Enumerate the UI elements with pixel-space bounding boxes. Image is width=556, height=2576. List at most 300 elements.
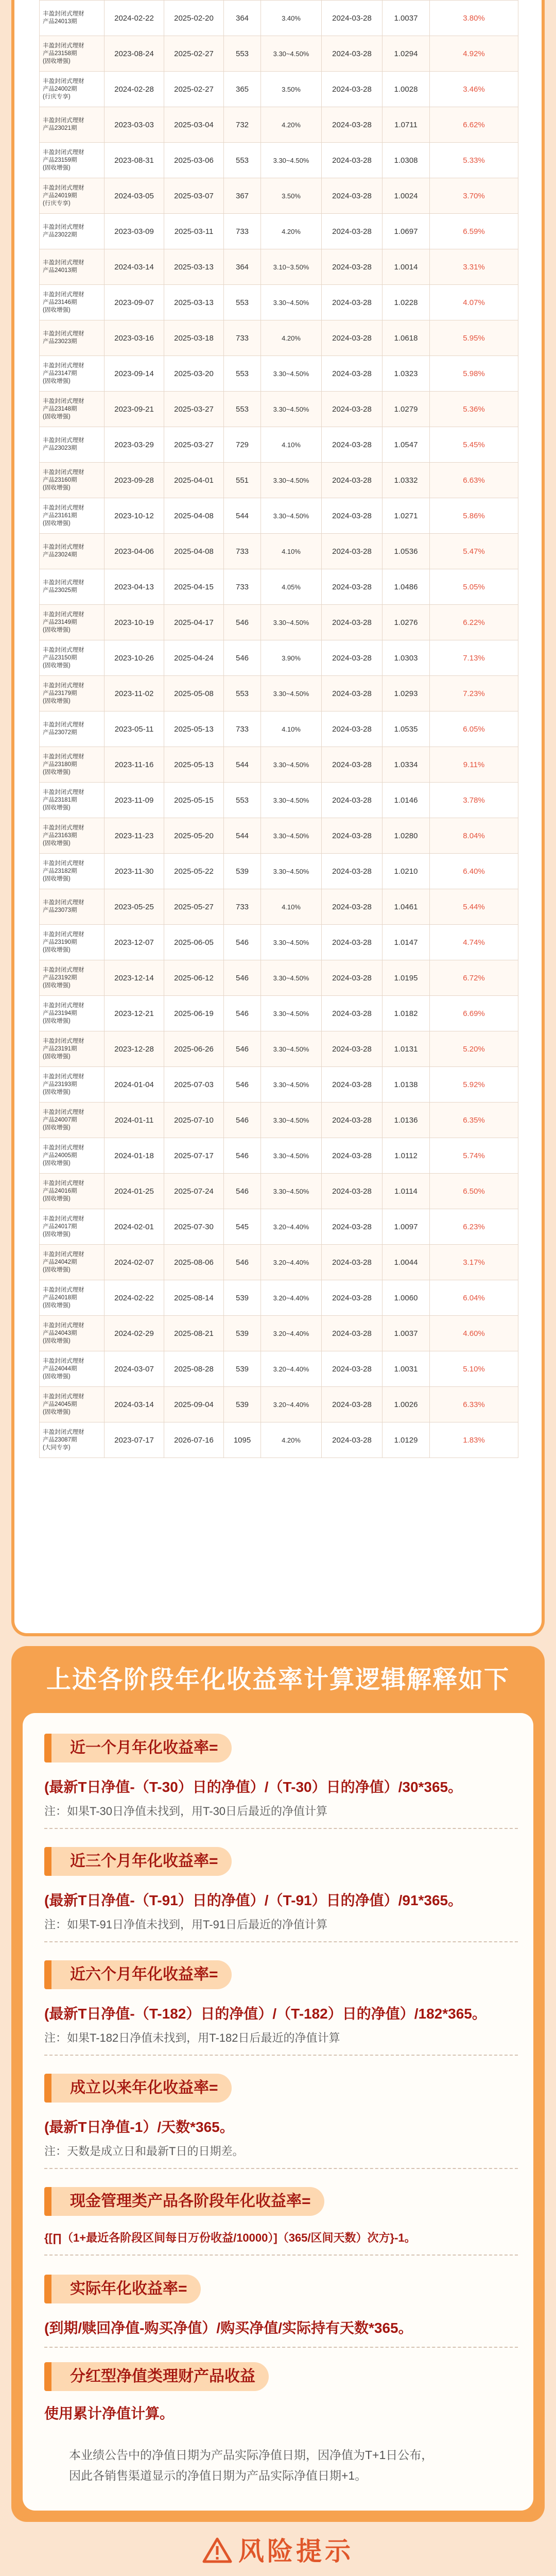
- unit-nav: 1.0294: [383, 36, 430, 72]
- start-date: 2024-02-22: [105, 1280, 164, 1316]
- annualized-return: 3.70%: [430, 178, 518, 214]
- start-date: 2023-11-23: [105, 818, 164, 854]
- product-name-line: 产品23146期: [43, 299, 77, 306]
- start-date: 2024-03-07: [105, 1351, 164, 1387]
- end-date: 2025-05-13: [164, 747, 224, 783]
- start-date: 2023-09-28: [105, 463, 164, 498]
- unit-nav: 1.0129: [383, 1422, 430, 1458]
- label-three-month: 近三个月年化收益率=: [51, 1847, 232, 1876]
- annualized-return: 5.47%: [430, 534, 518, 569]
- benchmark-rate: 3.30~4.50%: [261, 36, 322, 72]
- product-name-line: 产品23182期: [43, 868, 77, 874]
- product-name: [40, 1, 105, 36]
- start-date: 2023-03-29: [105, 427, 164, 463]
- table-row: [40, 178, 518, 214]
- term-days: 733: [224, 569, 261, 605]
- product-name: [40, 960, 105, 996]
- table-row: [40, 1103, 518, 1138]
- block-six-month: [44, 1960, 518, 2056]
- nav-date: 2024-03-28: [322, 783, 383, 818]
- nav-date: 2024-03-28: [322, 925, 383, 960]
- table-row: [40, 1067, 518, 1103]
- term-days: 553: [224, 783, 261, 818]
- annualized-return: 5.10%: [430, 1351, 518, 1387]
- nav-date: 2024-03-28: [322, 1316, 383, 1351]
- end-date: 2025-05-20: [164, 818, 224, 854]
- end-date: 2025-06-05: [164, 925, 224, 960]
- start-date: 2023-04-06: [105, 534, 164, 569]
- annualized-return: 6.22%: [430, 605, 518, 640]
- product-name-line: 丰盈封闭式理财: [43, 469, 84, 476]
- unit-nav: 1.0332: [383, 463, 430, 498]
- product-name-line: (固收增强): [43, 1089, 71, 1095]
- benchmark-rate: 4.10%: [261, 711, 322, 747]
- term-days: 553: [224, 36, 261, 72]
- product-name-line: 丰盈封闭式理财: [43, 1109, 84, 1115]
- start-date: 2024-03-14: [105, 1387, 164, 1422]
- annualized-return: 9.11%: [430, 747, 518, 783]
- benchmark-rate: 3.10~3.50%: [261, 249, 322, 285]
- product-name: [40, 818, 105, 854]
- product-name-line: 丰盈封闭式理财: [43, 1180, 84, 1187]
- product-name: [40, 925, 105, 960]
- product-name: [40, 498, 105, 534]
- annualized-return: 1.83%: [430, 1422, 518, 1458]
- product-name: [40, 1138, 105, 1174]
- table-row: [40, 1387, 518, 1422]
- product-name-line: 丰盈封闭式理财: [43, 331, 84, 337]
- formula-since-inception: (最新T日净值-1）/天数*365。: [44, 2119, 234, 2135]
- product-name-line: 丰盈封闭式理财: [43, 1393, 84, 1400]
- block-dividend: [44, 2362, 518, 2423]
- product-name-line: 产品23158期: [43, 50, 77, 57]
- nav-date: 2024-03-28: [322, 605, 383, 640]
- product-name-line: 丰盈封闭式理财: [43, 900, 84, 906]
- benchmark-rate: 3.30~4.50%: [261, 818, 322, 854]
- product-name-line: (固收增强): [43, 1124, 71, 1131]
- product-name-line: 产品23149期: [43, 619, 77, 625]
- term-days: 733: [224, 214, 261, 249]
- product-name-line: (固收增强): [43, 1302, 71, 1309]
- footnote-line: 本业绩公告中的净值日期为产品实际净值日期，因净值为T+1日公布，: [69, 2448, 433, 2462]
- label-six-month: 近六个月年化收益率=: [51, 1960, 232, 1989]
- unit-nav: 1.0138: [383, 1067, 430, 1103]
- unit-nav: 1.0146: [383, 783, 430, 818]
- footnote: [69, 2445, 512, 2486]
- start-date: 2023-09-14: [105, 356, 164, 392]
- explanation-body: [23, 1713, 533, 2511]
- product-name-line: 丰盈封闭式理财: [43, 544, 84, 550]
- start-date: 2024-01-04: [105, 1067, 164, 1103]
- product-name-line: 产品23073期: [43, 907, 77, 913]
- annualized-return: 5.86%: [430, 498, 518, 534]
- product-name-line: 产品23163期: [43, 832, 77, 839]
- nav-date: 2024-03-28: [322, 854, 383, 889]
- formula-three-month: (最新T日净值-（T-91）日的净值）/（T-91）日的净值）/91*365。: [44, 1892, 463, 1908]
- divider: [44, 2055, 518, 2056]
- product-name-line: (行庆专享): [43, 200, 71, 207]
- product-name-line: 产品23190期: [43, 939, 77, 945]
- annualized-return: 4.74%: [430, 925, 518, 960]
- block-three-month: [44, 1847, 518, 1942]
- table-row: [40, 143, 518, 178]
- annualized-return: 5.98%: [430, 356, 518, 392]
- table-row: [40, 1422, 518, 1458]
- end-date: 2025-03-13: [164, 249, 224, 285]
- annualized-return: 5.20%: [430, 1031, 518, 1067]
- product-name-line: 产品23023期: [43, 445, 77, 451]
- table-row: [40, 605, 518, 640]
- annualized-return: 3.31%: [430, 249, 518, 285]
- unit-nav: 1.0486: [383, 569, 430, 605]
- block-actual-return: [44, 2275, 518, 2348]
- start-date: 2023-11-02: [105, 676, 164, 711]
- product-name-line: (固收增强): [43, 520, 71, 527]
- benchmark-rate: 3.20~4.40%: [261, 1280, 322, 1316]
- nav-date: 2024-03-28: [322, 1280, 383, 1316]
- unit-nav: 1.0697: [383, 214, 430, 249]
- product-name: [40, 143, 105, 178]
- end-date: 2025-03-04: [164, 107, 224, 143]
- nav-date: 2024-03-28: [322, 1351, 383, 1387]
- product-name-line: 丰盈封闭式理财: [43, 291, 84, 298]
- product-name-line: 产品23161期: [43, 512, 77, 519]
- table-row: [40, 427, 518, 463]
- nav-date: 2024-03-28: [322, 107, 383, 143]
- nav-date: 2024-03-28: [322, 178, 383, 214]
- product-name-line: 丰盈封闭式理财: [43, 1144, 84, 1151]
- annualized-return: 6.62%: [430, 107, 518, 143]
- product-name-line: (固收增强): [43, 982, 71, 989]
- unit-nav: 1.0136: [383, 1103, 430, 1138]
- benchmark-rate: 3.30~4.50%: [261, 463, 322, 498]
- term-days: 733: [224, 711, 261, 747]
- end-date: 2025-02-27: [164, 72, 224, 107]
- risk-title: 风险提示: [238, 2537, 354, 2566]
- annualized-return: 5.92%: [430, 1067, 518, 1103]
- start-date: 2023-09-07: [105, 285, 164, 320]
- product-name-line: 产品24019期: [43, 192, 77, 199]
- term-days: 367: [224, 178, 261, 214]
- annualized-return: 5.45%: [430, 427, 518, 463]
- benchmark-rate: 3.30~4.50%: [261, 605, 322, 640]
- end-date: 2025-04-08: [164, 534, 224, 569]
- end-date: 2025-08-06: [164, 1245, 224, 1280]
- product-name: [40, 534, 105, 569]
- term-days: 364: [224, 1, 261, 36]
- unit-nav: 1.0037: [383, 1316, 430, 1351]
- product-name-line: 产品23025期: [43, 587, 77, 594]
- unit-nav: 1.0293: [383, 676, 430, 711]
- divider: [44, 1828, 518, 1829]
- end-date: 2025-07-03: [164, 1067, 224, 1103]
- unit-nav: 1.0044: [383, 1245, 430, 1280]
- start-date: 2024-02-29: [105, 1316, 164, 1351]
- benchmark-rate: 3.30~4.50%: [261, 783, 322, 818]
- annualized-return: 5.95%: [430, 320, 518, 356]
- term-days: 546: [224, 1245, 261, 1280]
- product-name: [40, 427, 105, 463]
- table-row: [40, 1138, 518, 1174]
- table-row: [40, 534, 518, 569]
- end-date: 2025-05-13: [164, 711, 224, 747]
- annualized-return: 5.05%: [430, 569, 518, 605]
- product-name-line: 丰盈封闭式理财: [43, 1002, 84, 1009]
- divider: [44, 2255, 518, 2256]
- product-name-line: 产品23147期: [43, 370, 77, 377]
- product-name: [40, 1103, 105, 1138]
- benchmark-rate: 3.20~4.40%: [261, 1245, 322, 1280]
- product-name: [40, 783, 105, 818]
- benchmark-rate: 3.30~4.50%: [261, 1103, 322, 1138]
- formula-cash-management: {[∏（1+最近各阶段区间每日万份收益/10000）]（365/区间天数）次方}-1。: [44, 2231, 416, 2244]
- table-row: [40, 996, 518, 1031]
- nav-date: 2024-03-28: [322, 1422, 383, 1458]
- product-name: [40, 1209, 105, 1245]
- table-row: [40, 1280, 518, 1316]
- product-name-line: (固收增强): [43, 769, 71, 775]
- nav-date: 2024-03-28: [322, 285, 383, 320]
- term-days: 539: [224, 1280, 261, 1316]
- end-date: 2025-06-26: [164, 1031, 224, 1067]
- unit-nav: 1.0210: [383, 854, 430, 889]
- nav-date: 2024-03-28: [322, 1067, 383, 1103]
- product-name-line: (固收增强): [43, 1231, 71, 1238]
- unit-nav: 1.0147: [383, 925, 430, 960]
- term-days: 544: [224, 498, 261, 534]
- annualized-return: 6.05%: [430, 711, 518, 747]
- label-one-month: 近一个月年化收益率=: [51, 1734, 232, 1762]
- term-days: 546: [224, 1067, 261, 1103]
- start-date: 2023-10-12: [105, 498, 164, 534]
- start-date: 2023-10-26: [105, 640, 164, 676]
- annualized-return: 6.59%: [430, 214, 518, 249]
- table-row: [40, 818, 518, 854]
- end-date: 2025-03-13: [164, 285, 224, 320]
- end-date: 2025-05-27: [164, 889, 224, 925]
- nav-date: 2024-03-28: [322, 1245, 383, 1280]
- end-date: 2025-02-20: [164, 1, 224, 36]
- benchmark-rate: 3.30~4.50%: [261, 747, 322, 783]
- term-days: 539: [224, 1316, 261, 1351]
- unit-nav: 1.0037: [383, 1, 430, 36]
- nav-date: 2024-03-28: [322, 427, 383, 463]
- table-row: [40, 498, 518, 534]
- product-name: [40, 72, 105, 107]
- product-name-line: 丰盈封闭式理财: [43, 1251, 84, 1258]
- product-name-line: (固收增强): [43, 662, 71, 669]
- benchmark-rate: 4.10%: [261, 427, 322, 463]
- label-dividend: 分红型净值类理财产品收益: [51, 2362, 269, 2391]
- start-date: 2023-10-19: [105, 605, 164, 640]
- nav-date: 2024-03-28: [322, 1103, 383, 1138]
- product-name-line: 丰盈封闭式理财: [43, 1073, 84, 1080]
- term-days: 553: [224, 143, 261, 178]
- end-date: 2025-08-21: [164, 1316, 224, 1351]
- annualized-return: 3.78%: [430, 783, 518, 818]
- product-name-line: 产品23179期: [43, 690, 77, 697]
- product-name-line: 丰盈封闭式理财: [43, 1322, 84, 1329]
- end-date: 2025-04-01: [164, 463, 224, 498]
- product-name-line: (固收增强): [43, 378, 71, 384]
- product-name-line: 丰盈封闭式理财: [43, 117, 84, 124]
- benchmark-rate: 3.20~4.40%: [261, 1351, 322, 1387]
- explanation-card: [11, 1646, 545, 2522]
- product-name: [40, 1387, 105, 1422]
- footnote-line: 因此各销售渠道显示的净值日期为产品实际净值日期+1。: [69, 2469, 367, 2482]
- formula-six-month: (最新T日净值-（T-182）日的净值）/（T-182）日的净值）/182*365。: [44, 2006, 486, 2022]
- end-date: 2025-03-18: [164, 320, 224, 356]
- annualized-return: 4.60%: [430, 1316, 518, 1351]
- nav-date: 2024-03-28: [322, 1209, 383, 1245]
- annualized-return: 6.63%: [430, 463, 518, 498]
- benchmark-rate: 3.30~4.50%: [261, 1067, 322, 1103]
- benchmark-rate: 3.30~4.50%: [261, 356, 322, 392]
- product-name: [40, 1031, 105, 1067]
- nav-date: 2024-03-28: [322, 463, 383, 498]
- product-name-line: 产品23150期: [43, 654, 77, 661]
- start-date: 2024-03-14: [105, 249, 164, 285]
- term-days: 539: [224, 1387, 261, 1422]
- nav-date: 2024-03-28: [322, 392, 383, 427]
- table-row: [40, 36, 518, 72]
- start-date: 2023-11-16: [105, 747, 164, 783]
- end-date: 2025-05-15: [164, 783, 224, 818]
- benchmark-rate: 3.30~4.50%: [261, 498, 322, 534]
- unit-nav: 1.0461: [383, 889, 430, 925]
- product-name: [40, 1280, 105, 1316]
- term-days: 545: [224, 1209, 261, 1245]
- product-name-line: 产品24044期: [43, 1365, 77, 1372]
- risk-heading: [0, 2531, 556, 2572]
- unit-nav: 1.0112: [383, 1138, 430, 1174]
- product-name-line: (固收增强): [43, 1373, 71, 1380]
- annualized-return: 8.04%: [430, 818, 518, 854]
- nav-date: 2024-03-28: [322, 676, 383, 711]
- nav-date: 2024-03-28: [322, 747, 383, 783]
- benchmark-rate: 3.30~4.50%: [261, 996, 322, 1031]
- end-date: 2025-03-07: [164, 178, 224, 214]
- nav-date: 2024-03-28: [322, 143, 383, 178]
- unit-nav: 1.0535: [383, 711, 430, 747]
- start-date: 2023-12-21: [105, 996, 164, 1031]
- benchmark-rate: 3.30~4.50%: [261, 285, 322, 320]
- unit-nav: 1.0547: [383, 427, 430, 463]
- product-name-line: 产品24043期: [43, 1330, 77, 1336]
- product-name-line: 产品23193期: [43, 1081, 77, 1088]
- product-name-line: 产品23159期: [43, 157, 77, 163]
- divider: [44, 2168, 518, 2169]
- product-name-line: 丰盈封闭式理财: [43, 149, 84, 156]
- end-date: 2025-06-12: [164, 960, 224, 996]
- term-days: 544: [224, 818, 261, 854]
- product-name-line: (固收增强): [43, 413, 71, 420]
- product-name-line: 丰盈封闭式理财: [43, 504, 84, 511]
- table-row: [40, 925, 518, 960]
- term-days: 365: [224, 72, 261, 107]
- start-date: 2023-05-25: [105, 889, 164, 925]
- start-date: 2023-09-21: [105, 392, 164, 427]
- warning-icon: [202, 2537, 232, 2563]
- benchmark-rate: 3.30~4.50%: [261, 676, 322, 711]
- product-name-line: 丰盈封闭式理财: [43, 967, 84, 973]
- unit-nav: 1.0228: [383, 285, 430, 320]
- term-days: 546: [224, 605, 261, 640]
- product-name-line: 产品23191期: [43, 1045, 77, 1052]
- term-days: 553: [224, 392, 261, 427]
- product-name-line: 丰盈封闭式理财: [43, 789, 84, 795]
- nav-date: 2024-03-28: [322, 1387, 383, 1422]
- product-name-line: 丰盈封闭式理财: [43, 362, 84, 369]
- product-name: [40, 1351, 105, 1387]
- start-date: 2023-03-09: [105, 214, 164, 249]
- product-name-line: 丰盈封闭式理财: [43, 753, 84, 760]
- start-date: 2024-02-28: [105, 72, 164, 107]
- nav-date: 2024-03-28: [322, 534, 383, 569]
- product-name: [40, 569, 105, 605]
- product-name-line: 丰盈封闭式理财: [43, 1215, 84, 1222]
- unit-nav: 1.0028: [383, 72, 430, 107]
- term-days: 732: [224, 107, 261, 143]
- benchmark-rate: 3.30~4.50%: [261, 1031, 322, 1067]
- product-name-line: (固收增强): [43, 1160, 71, 1166]
- annualized-return: 4.07%: [430, 285, 518, 320]
- benchmark-rate: 4.20%: [261, 320, 322, 356]
- product-name-line: 产品23192期: [43, 974, 77, 981]
- term-days: 733: [224, 534, 261, 569]
- benchmark-rate: 4.10%: [261, 534, 322, 569]
- annualized-return: 6.50%: [430, 1174, 518, 1209]
- divider: [44, 2347, 518, 2348]
- product-name: [40, 711, 105, 747]
- benchmark-rate: 3.30~4.50%: [261, 1138, 322, 1174]
- product-name-line: (固收增强): [43, 1018, 71, 1024]
- explanation-title: 上述各阶段年化收益率计算逻辑解释如下: [46, 1666, 510, 1693]
- product-name-line: 产品23023期: [43, 338, 77, 345]
- annualized-return: 6.04%: [430, 1280, 518, 1316]
- product-name-line: 丰盈封闭式理财: [43, 11, 84, 17]
- unit-nav: 1.0323: [383, 356, 430, 392]
- term-days: 364: [224, 249, 261, 285]
- start-date: 2023-03-16: [105, 320, 164, 356]
- end-date: 2025-06-19: [164, 996, 224, 1031]
- term-days: 539: [224, 1351, 261, 1387]
- unit-nav: 1.0195: [383, 960, 430, 996]
- term-days: 553: [224, 676, 261, 711]
- start-date: 2024-01-18: [105, 1138, 164, 1174]
- term-days: 546: [224, 1031, 261, 1067]
- product-table-card: [11, 0, 545, 1636]
- table-row: [40, 107, 518, 143]
- unit-nav: 1.0131: [383, 1031, 430, 1067]
- product-name-line: 产品23087期: [43, 1436, 77, 1443]
- annualized-return: 5.74%: [430, 1138, 518, 1174]
- product-name-line: 丰盈封闭式理财: [43, 184, 84, 191]
- table-row: [40, 320, 518, 356]
- product-name-line: 丰盈封闭式理财: [43, 1358, 84, 1364]
- unit-nav: 1.0279: [383, 392, 430, 427]
- product-name-line: 丰盈封闭式理财: [43, 860, 84, 867]
- unit-nav: 1.0024: [383, 178, 430, 214]
- annualized-return: 6.33%: [430, 1387, 518, 1422]
- table-row: [40, 72, 518, 107]
- benchmark-rate: 4.05%: [261, 569, 322, 605]
- product-name-line: (行庆专享): [43, 93, 71, 100]
- nav-date: 2024-03-28: [322, 36, 383, 72]
- start-date: 2023-12-07: [105, 925, 164, 960]
- product-name-line: 丰盈封闭式理财: [43, 1038, 84, 1044]
- product-name: [40, 996, 105, 1031]
